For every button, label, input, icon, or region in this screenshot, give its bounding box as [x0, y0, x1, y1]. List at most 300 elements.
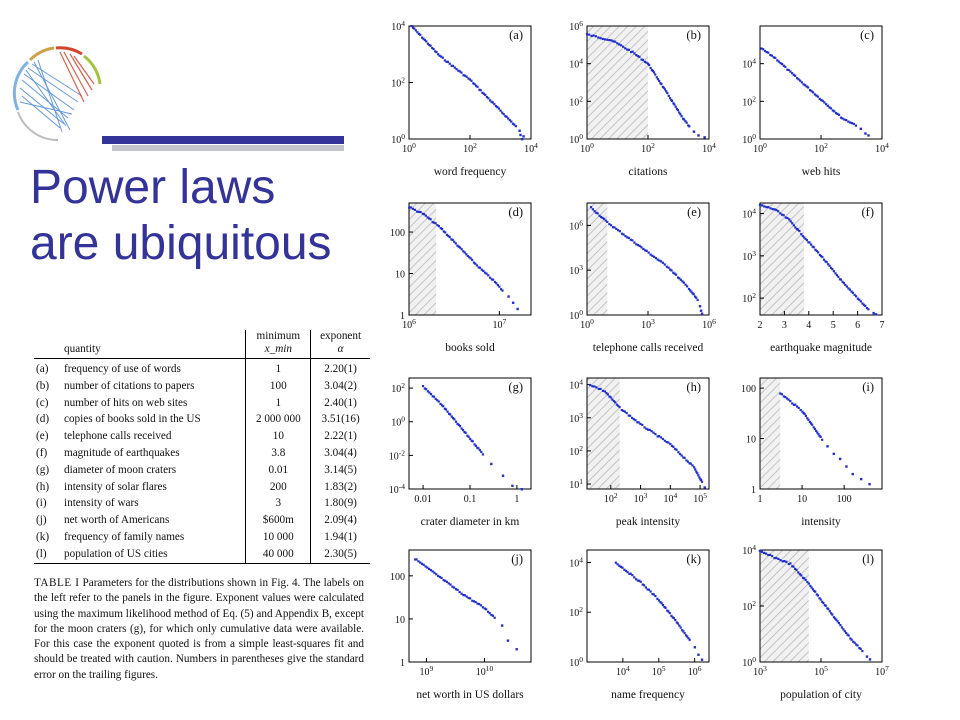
data-point — [813, 246, 815, 248]
data-point — [445, 408, 447, 410]
panel-label: (c) — [860, 28, 874, 42]
data-point — [499, 110, 501, 112]
data-point — [415, 558, 417, 560]
data-point — [789, 562, 791, 564]
data-point — [701, 313, 703, 315]
col-header-min-line1: minimum — [246, 330, 311, 343]
axes-frame — [760, 26, 882, 139]
x-tick-label: $10^6$ — [702, 317, 716, 331]
x-tick-label: $10^4$ — [524, 141, 538, 155]
x-axis-label: population of city — [780, 689, 862, 701]
data-point — [784, 66, 786, 68]
table-cell-alpha: 3.14(5) — [324, 463, 357, 476]
panel-label: (b) — [686, 28, 701, 42]
axes-frame — [409, 378, 531, 489]
data-point — [480, 451, 482, 453]
shade-region — [409, 203, 436, 315]
data-point — [490, 463, 492, 465]
y-tick-label: $10^3$ — [742, 248, 756, 263]
data-point — [515, 648, 517, 650]
data-point — [485, 608, 487, 610]
data-point — [633, 242, 635, 244]
data-point — [449, 413, 451, 415]
table-cell-alpha: 2.09(4) — [324, 514, 357, 527]
data-point — [673, 103, 675, 105]
data-point — [455, 421, 457, 423]
data-point — [610, 39, 612, 41]
data-point — [694, 468, 696, 470]
data-point — [480, 604, 482, 606]
y-tick-label: $10^4$ — [569, 377, 583, 392]
x-tick-label: 10 — [797, 494, 808, 505]
data-point — [817, 594, 819, 596]
x-tick-label: $10^0$ — [402, 141, 416, 155]
table-cell-alpha: 1.83(2) — [324, 480, 357, 493]
panel-h — [569, 378, 709, 528]
x-tick-label: $10^6$ — [402, 317, 416, 331]
data-point — [423, 564, 425, 566]
data-point — [825, 605, 827, 607]
data-point — [664, 440, 666, 442]
data-point — [765, 206, 767, 208]
data-point — [860, 128, 862, 130]
data-point — [767, 52, 769, 54]
data-point — [607, 393, 609, 395]
data-point — [493, 103, 495, 105]
data-point — [860, 648, 862, 650]
data-point — [453, 418, 455, 420]
data-point — [476, 86, 478, 88]
data-point — [783, 214, 785, 216]
data-point — [866, 655, 868, 657]
table-cell-xmin: 100 — [246, 378, 311, 395]
data-point — [683, 282, 685, 284]
table-caption-text: Parameters for the distributions shown in Fig. 4. The labels on the left refer to the panels in the figure. Exponent values were calculated using the maximum likelihood method of Eq. (5) and Appendix B, except for the moon craters (g), for which only cumulative data were available. For this case the exponent quoted is from a simple least-squares fit and should be treated with caution. Numbers in parentheses give the standard error on the trailing figures. — [34, 577, 365, 681]
data-point — [810, 243, 812, 245]
data-points — [422, 385, 523, 490]
data-point — [867, 134, 869, 136]
data-point — [805, 415, 807, 417]
x-tick-label: 5 — [830, 320, 836, 331]
data-point — [793, 224, 795, 226]
x-axis-label: telephone calls received — [592, 342, 704, 354]
data-point — [419, 34, 421, 36]
x-tick-label: $10^6$ — [687, 664, 702, 678]
data-point — [626, 412, 628, 414]
y-tick-label: 1 — [400, 311, 405, 322]
y-tick-label: $10^{-2}$ — [388, 448, 405, 463]
x-axis-label: name frequency — [611, 689, 685, 701]
data-point — [624, 47, 626, 49]
col-header-exp-line2: α — [311, 343, 370, 359]
data-point — [765, 553, 767, 555]
data-point — [677, 622, 679, 624]
data-point — [638, 56, 640, 58]
data-point — [675, 449, 677, 451]
data-point — [589, 384, 591, 386]
table-cell-label: (e) — [36, 430, 49, 443]
data-point — [693, 130, 695, 132]
y-tick-label: $10^0$ — [569, 132, 583, 146]
x-tick-label: $10^2$ — [463, 141, 477, 155]
data-point — [763, 552, 765, 554]
data-point — [667, 267, 669, 269]
data-point — [669, 443, 671, 445]
data-point — [654, 433, 656, 435]
data-point — [785, 561, 787, 563]
data-points — [410, 25, 524, 140]
data-point — [790, 220, 792, 222]
y-tick-label: $10^2$ — [569, 605, 583, 620]
data-point — [430, 393, 432, 395]
data-point — [511, 485, 513, 487]
data-point — [662, 262, 664, 264]
data-point — [646, 250, 648, 252]
data-point — [648, 252, 650, 254]
table-cell-xmin: 1 — [246, 359, 311, 378]
x-tick-label: $10^2$ — [814, 141, 828, 155]
data-point — [597, 36, 599, 38]
data-point — [846, 285, 848, 287]
panel-label: (k) — [686, 552, 701, 566]
data-point — [412, 208, 414, 210]
data-point — [619, 230, 621, 232]
data-point — [669, 97, 671, 99]
data-points — [760, 47, 869, 136]
data-point — [807, 419, 809, 421]
data-point — [845, 119, 847, 121]
y-tick-label: $10^4$ — [569, 555, 583, 570]
data-point — [800, 233, 802, 235]
y-tick-label: 10 — [395, 614, 405, 626]
data-point — [826, 445, 828, 447]
x-tick-label: $10^4$ — [616, 664, 630, 678]
y-tick-label: 10 — [746, 434, 756, 446]
data-point — [634, 419, 636, 421]
data-point — [794, 75, 796, 77]
data-point — [468, 436, 470, 438]
data-point — [842, 628, 844, 630]
panel-e — [569, 203, 716, 354]
data-point — [479, 267, 481, 269]
data-point — [461, 248, 463, 250]
y-tick-label: $10^0$ — [569, 655, 583, 669]
data-point — [852, 292, 854, 294]
y-tick-label: $10^3$ — [569, 410, 583, 425]
data-point — [666, 92, 668, 94]
data-point — [814, 428, 816, 430]
data-point — [662, 604, 664, 606]
y-tick-label: $10^4$ — [569, 56, 583, 71]
data-point — [847, 121, 849, 123]
data-point — [817, 251, 819, 253]
data-point — [814, 591, 816, 593]
data-point — [681, 454, 683, 456]
x-tick-label: $10^{10}$ — [475, 664, 494, 678]
data-point — [472, 440, 474, 442]
data-point — [808, 582, 810, 584]
y-tick-label: $10^0$ — [391, 414, 405, 429]
x-tick-label: 0.1 — [463, 494, 477, 505]
data-point — [597, 212, 599, 214]
data-point — [459, 425, 461, 427]
x-axis-label: word frequency — [433, 166, 507, 178]
table-cell-label: (g) — [36, 463, 50, 476]
x-axis-label: intensity — [801, 516, 841, 528]
x-axis-label: net worth in US dollars — [416, 689, 524, 701]
x-tick-label: 4 — [806, 320, 812, 331]
x-tick-label: 0.01 — [414, 494, 432, 505]
data-point — [660, 83, 662, 85]
data-point — [837, 276, 839, 278]
data-point — [595, 386, 597, 388]
x-tick-label: 2 — [757, 320, 763, 331]
data-point — [769, 554, 771, 556]
data-point — [680, 115, 682, 117]
data-point — [868, 483, 870, 485]
data-point — [664, 263, 666, 265]
data-point — [811, 424, 813, 426]
data-point — [631, 239, 633, 241]
data-point — [641, 424, 643, 426]
data-point — [498, 286, 500, 288]
data-point — [821, 439, 823, 441]
table-cell-quantity: frequency of family names — [64, 530, 185, 543]
data-point — [592, 208, 594, 210]
data-point — [806, 239, 808, 241]
data-point — [838, 114, 840, 116]
table-cell-label: (c) — [36, 396, 49, 409]
x-tick-label: $10^4$ — [663, 491, 678, 505]
data-point — [695, 297, 697, 299]
y-tick-label: $10^1$ — [569, 477, 583, 492]
data-point — [444, 231, 446, 233]
data-point — [845, 465, 847, 467]
data-point — [460, 71, 462, 73]
data-point — [667, 441, 669, 443]
panel-label: (a) — [509, 28, 523, 42]
data-point — [775, 557, 777, 559]
y-tick-label: $10^4$ — [742, 543, 756, 557]
table-cell-label: (l) — [34, 546, 62, 563]
data-point — [693, 293, 695, 295]
data-point — [616, 42, 618, 44]
data-point — [595, 35, 597, 37]
axes-frame — [587, 550, 709, 662]
data-point — [642, 59, 644, 61]
table-cell-xmin: 0.01 — [246, 462, 311, 479]
data-point — [688, 125, 690, 127]
table-cell-quantity: diameter of moon craters — [64, 463, 177, 476]
data-point — [631, 574, 633, 576]
data-point — [769, 207, 771, 209]
data-point — [620, 44, 622, 46]
data-point — [822, 602, 824, 604]
col-header-exp-line1: exponent — [320, 330, 362, 342]
x-tick-label: $10^3$ — [753, 664, 767, 678]
data-point — [675, 106, 677, 108]
x-tick-label: $10^0$ — [580, 141, 594, 155]
data-point — [697, 299, 699, 301]
data-point — [606, 221, 608, 223]
data-point — [795, 569, 797, 571]
x-tick-label: 1 — [757, 494, 763, 505]
x-tick-label: $10^5$ — [693, 491, 707, 505]
data-point — [869, 658, 871, 660]
data-point — [621, 567, 623, 569]
data-point — [629, 415, 631, 417]
data-point — [469, 597, 471, 599]
data-point — [701, 659, 703, 661]
data-point — [519, 134, 521, 136]
data-point — [759, 204, 761, 206]
data-point — [628, 49, 630, 51]
panel-b — [569, 19, 716, 178]
data-point — [628, 237, 630, 239]
data-point — [669, 612, 671, 614]
data-point — [831, 614, 833, 616]
data-point — [518, 130, 520, 132]
panel-a — [391, 19, 538, 178]
table-cell-quantity: number of citations to papers — [64, 379, 195, 392]
shade-region — [760, 550, 809, 662]
data-point — [432, 48, 434, 50]
data-point — [433, 396, 435, 398]
data-point — [674, 619, 676, 621]
data-point — [800, 574, 802, 576]
data-point — [430, 218, 432, 220]
data-point — [664, 88, 666, 90]
data-point — [761, 551, 763, 553]
data-point — [501, 289, 503, 291]
data-point — [851, 122, 853, 124]
y-tick-label: $10^6$ — [569, 218, 583, 233]
data-point — [689, 639, 691, 641]
data-point — [648, 64, 650, 66]
data-point — [510, 120, 512, 122]
table-cell-label: (j) — [36, 514, 47, 527]
panel-c — [742, 26, 889, 178]
data-point — [841, 117, 843, 119]
data-point — [599, 388, 601, 390]
panel-d — [390, 203, 531, 354]
page-title-line-1: Power laws — [30, 161, 276, 214]
data-point — [788, 218, 790, 220]
data-point — [429, 45, 431, 47]
panel-g — [389, 378, 531, 528]
data-point — [679, 113, 681, 115]
data-point — [453, 586, 455, 588]
data-point — [470, 80, 472, 82]
data-point — [606, 39, 608, 41]
y-tick-label: $10^2$ — [742, 599, 756, 613]
x-tick-label: $10^7$ — [492, 317, 507, 331]
table-cell-alpha: 2.22(1) — [324, 430, 357, 443]
data-point — [516, 308, 518, 310]
x-axis-label: crater diameter in km — [420, 516, 520, 528]
x-tick-label: $10^3$ — [633, 491, 648, 505]
data-point — [610, 396, 612, 398]
data-point — [592, 34, 594, 36]
data-point — [419, 211, 421, 213]
data-point — [502, 475, 504, 477]
table-cell-alpha: 3.04(2) — [324, 379, 357, 392]
x-tick-label: $10^5$ — [651, 664, 666, 678]
data-point — [487, 97, 489, 99]
data-point — [438, 225, 440, 227]
data-point — [498, 107, 500, 109]
table-cell-alpha: 1.94(1) — [324, 530, 357, 543]
data-point — [492, 279, 494, 281]
data-point — [643, 426, 645, 428]
data-point — [777, 210, 779, 212]
data-point — [649, 590, 651, 592]
x-tick-label: 100 — [836, 494, 852, 505]
data-point — [668, 95, 670, 97]
table-cell-alpha: 1.80(9) — [324, 497, 357, 510]
x-tick-label: 7 — [879, 320, 885, 331]
data-points — [615, 562, 703, 661]
y-tick-label: $10^2$ — [742, 291, 756, 306]
table-cell-xmin: 10 000 — [246, 529, 311, 546]
table-cell-xmin: 40 000 — [246, 546, 311, 563]
data-point — [414, 209, 416, 211]
data-point — [446, 411, 448, 413]
data-point — [618, 43, 620, 45]
y-tick-label: $10^0$ — [742, 132, 756, 146]
data-point — [855, 124, 857, 126]
data-point — [480, 89, 482, 91]
data-point — [515, 125, 517, 127]
data-point — [440, 577, 442, 579]
data-point — [812, 91, 814, 93]
data-point — [654, 595, 656, 597]
data-point — [867, 308, 869, 310]
data-point — [487, 274, 489, 276]
data-point — [817, 96, 819, 98]
data-point — [643, 584, 645, 586]
y-tick-label: 1 — [751, 485, 756, 496]
data-point — [588, 34, 590, 36]
x-tick-label: $10^4$ — [875, 141, 889, 155]
y-tick-label: $10^{-4}$ — [388, 482, 405, 496]
x-axis-label: citations — [628, 166, 668, 178]
data-point — [828, 265, 830, 267]
data-point — [593, 385, 595, 387]
data-point — [684, 457, 686, 459]
data-point — [633, 576, 635, 578]
data-point — [772, 208, 774, 210]
data-point — [471, 259, 473, 261]
data-point — [699, 305, 701, 307]
y-tick-label: $10^2$ — [391, 75, 405, 90]
data-point — [803, 413, 805, 415]
y-tick-label: 100 — [390, 571, 405, 583]
data-point — [671, 100, 673, 102]
y-tick-label: $10^4$ — [742, 206, 756, 221]
col-header-quantity: quantity — [62, 343, 246, 359]
table-cell-xmin: 3 — [246, 495, 311, 512]
x-axis-label: earthquake magnitude — [770, 342, 872, 354]
data-point — [856, 644, 858, 646]
data-point — [693, 466, 695, 468]
data-point — [686, 285, 688, 287]
data-point — [608, 39, 610, 41]
data-point — [672, 446, 674, 448]
y-tick-label: $10^0$ — [569, 308, 583, 322]
data-point — [861, 650, 863, 652]
table-cell-xmin: 1 — [246, 395, 311, 412]
